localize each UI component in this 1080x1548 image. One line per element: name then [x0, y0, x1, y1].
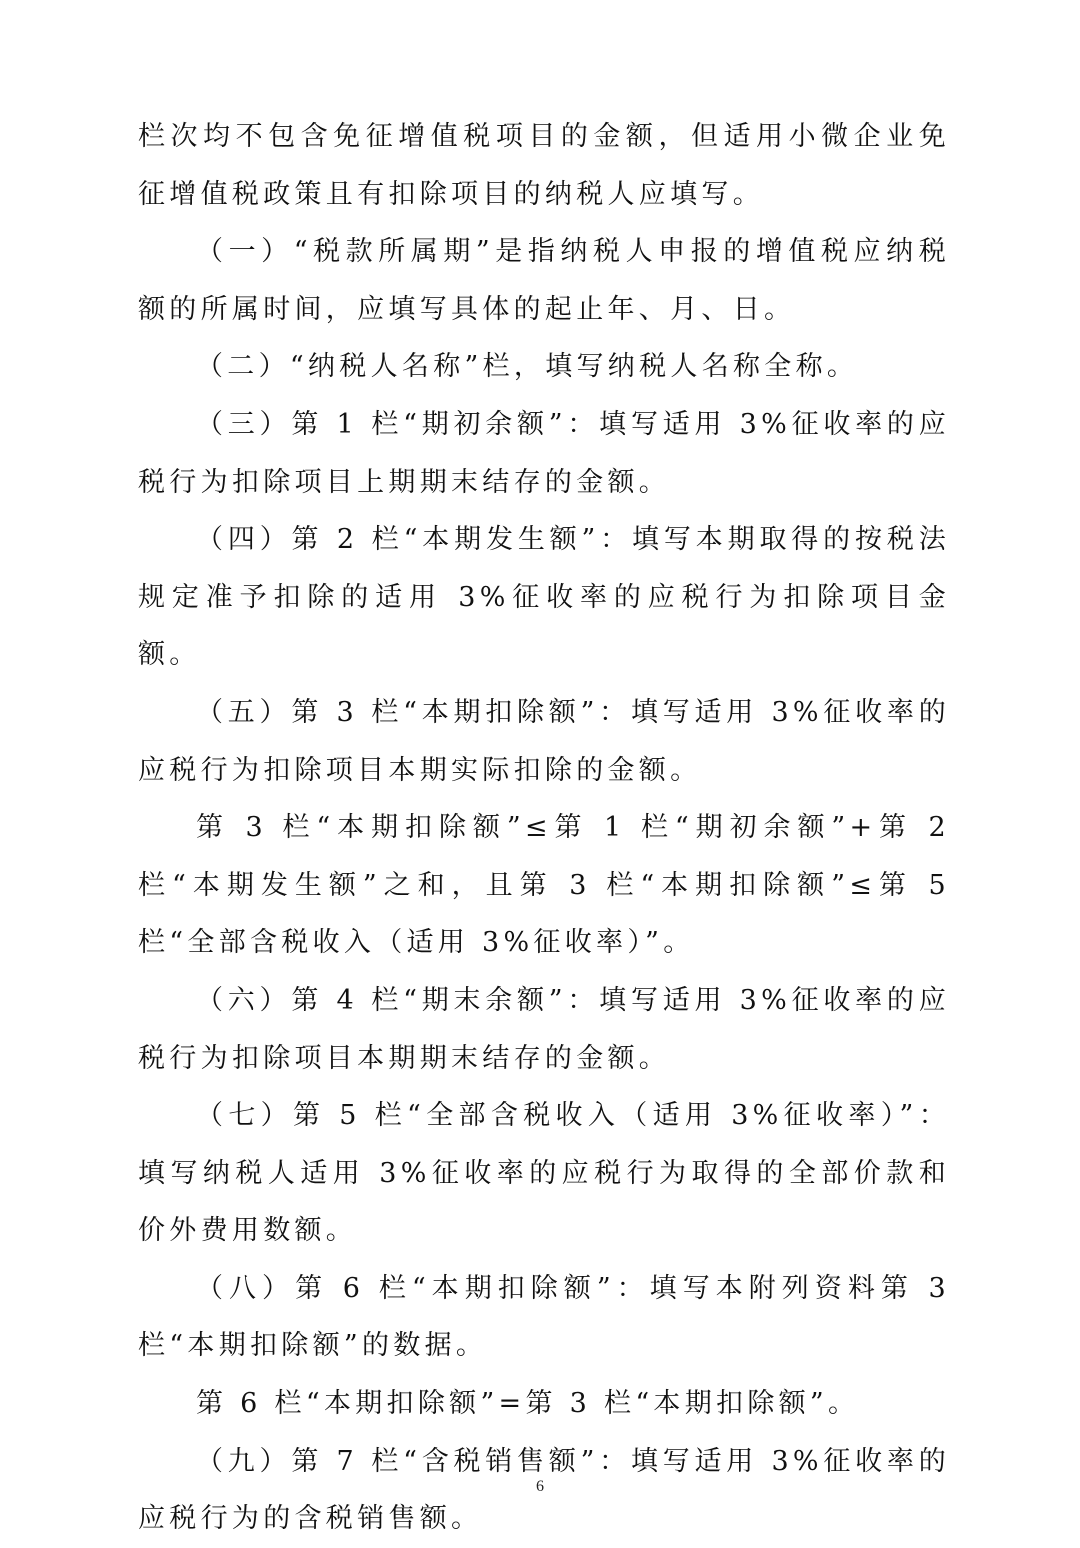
paragraph-deduction-rule: 第 3 栏“本期扣除额”≤第 1 栏“期初余额”+第 2 栏“本期发生额”之和，且第 3 栏“本期扣除额”≤第 5 栏“全部含税收入（适用 3%征收率）”。	[138, 812, 950, 959]
paragraph-item-5-current-deduction: （五）第 3 栏“本期扣除额”：填写适用 3%征收率的应税行为扣除项目本期实际扣除的金额。	[138, 696, 950, 786]
paragraph-item-6-closing-balance: （六）第 4 栏“期末余额”：填写适用 3%征收率的应税行为扣除项目本期期末结存的金额。	[138, 984, 950, 1074]
paragraph-item-9-tax-inclusive-sales: （九）第 7 栏“含税销售额”：填写适用 3%征收率的应税行为的含税销售额。	[138, 1445, 950, 1535]
paragraph-item-4-current-amount: （四）第 2 栏“本期发生额”：填写本期取得的按税法规定准予扣除的适用 3%征收率的应税行为扣除项目金额。	[138, 524, 950, 671]
paragraph-item-7-total-income: （七）第 5 栏“全部含税收入（适用 3%征收率）”：填写纳税人适用 3%征收率的应税行为取得的全部价款和价外费用数额。	[138, 1100, 950, 1247]
paragraph-continuation: 栏次均不包含免征增值税项目的金额，但适用小微企业免征增值税政策且有扣除项目的纳税人应填写。	[138, 121, 950, 210]
page-number: 6	[536, 1478, 544, 1495]
paragraph-column-6-rule: 第 6 栏“本期扣除额”=第 3 栏“本期扣除额”。	[196, 1388, 860, 1420]
paragraph-item-8-deduction-column-6: （八）第 6 栏“本期扣除额”：填写本附列资料第 3 栏“本期扣除额”的数据。	[138, 1272, 950, 1362]
paragraph-item-1-tax-period: （一）“税款所属期”是指纳税人申报的增值税应纳税额的所属时间，应填写具体的起止年、月、日。	[138, 236, 950, 325]
paragraph-item-2-taxpayer-name: （二）“纳税人名称”栏，填写纳税人名称全称。	[196, 351, 859, 383]
document-body	[138, 108, 950, 1548]
paragraph-item-3-opening-balance: （三）第 1 栏“期初余额”：填写适用 3%征收率的应税行为扣除项目上期期末结存的金额。	[138, 408, 950, 498]
